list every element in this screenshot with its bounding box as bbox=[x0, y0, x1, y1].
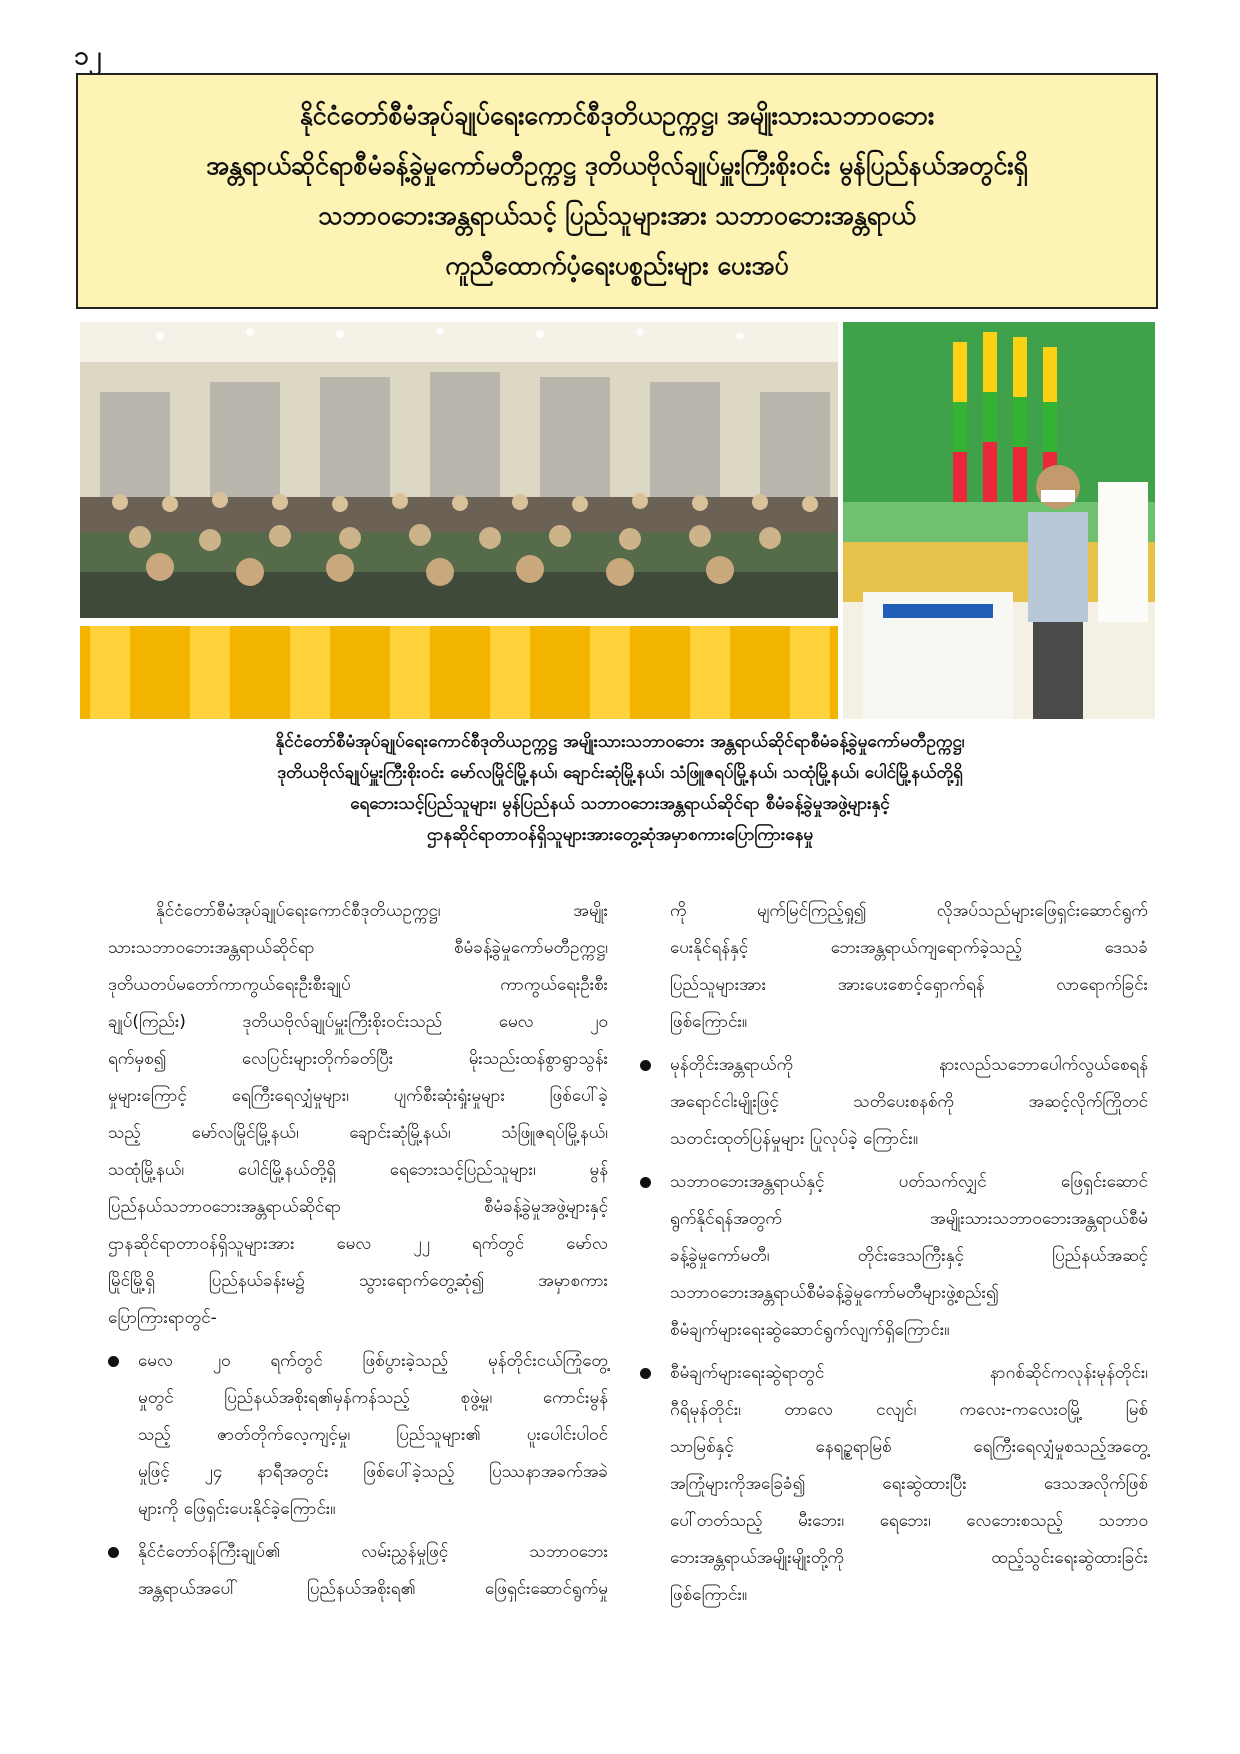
bullet-text-line: ရွက်နိုင်ရန်အတွက် အမျိုးသားသဘာဝဘေးအန္တရာယ်စီမံ bbox=[670, 1209, 1148, 1229]
bullet-text-line: ဂီရိမုန်တိုင်း၊ တာလေ ငလျင်၊ ကလေး-ကလေးဝမြို့ မြစ် bbox=[670, 1400, 1148, 1420]
bullet-item bbox=[108, 1534, 608, 1608]
body-text-line: ပေးနိုင်ရန်နှင့် ဘေးအန္တရာယ်ကျရောက်ခဲ့သည့် ဒေသခံ bbox=[670, 938, 1148, 958]
article-title-line: နိုင်ငံတော်စီမံအုပ်ချုပ်ရေးကောင်စီဒုတိယဥက္ကဋ္ဌ၊ အမျိုးသားသဘာဝဘေး bbox=[299, 101, 935, 130]
audience-hall-photo bbox=[80, 322, 838, 719]
speaker-podium-photo bbox=[843, 322, 1155, 719]
right-column bbox=[640, 893, 1148, 1614]
body-text-line: ပြည်နယ်သဘာဝဘေးအန္တရာယ်ဆိုင်ရာ စီမံခန့်ခွဲမှုအဖွဲ့များနှင့် bbox=[108, 1197, 608, 1217]
bullet-text-line: ပေါ်တတ်သည့် မီးဘေး၊ ရေဘေး၊ လေဘေးစသည့် သဘာဝ bbox=[670, 1511, 1148, 1531]
body-text-line: မှုများကြောင့် ရေကြီးရေလျှံမှုများ၊ ပျက်စီးဆုံးရှုံးမှုများ ဖြစ်ပေါ်ခဲ့ bbox=[108, 1086, 608, 1106]
continuation-block bbox=[640, 893, 1148, 1041]
bullet-text-line: သဘာဝဘေးအန္တရာယ်နှင့် ပတ်သက်လျှင် ဖြေရှင်းဆောင် bbox=[670, 1172, 1148, 1192]
bullet-text-line: ဘေးအန္တရာယ်အမျိုးမျိုးတို့ကို ထည့်သွင်းရေးဆွဲထားခြင်း bbox=[670, 1548, 1148, 1568]
bullet-text-line: စီမံချက်များရေးဆွဲရာတွင် နာဂစ်ဆိုင်ကလုန်းမုန်တိုင်း၊ bbox=[670, 1363, 1148, 1383]
body-text-line: မြိုင်မြို့ရှိ ပြည်နယ်ခန်းမ၌ သွားရောက်တွေ့ဆုံ၍ အမှာစကား bbox=[108, 1271, 608, 1291]
bullet-dot-icon bbox=[640, 1177, 651, 1188]
bullet-text-line: နိုင်ငံတော်ဝန်ကြီးချုပ်၏ လမ်းညွှန်မှုဖြင့် သဘာဝဘေး bbox=[138, 1542, 608, 1562]
page-number: ၁၂ bbox=[74, 41, 102, 71]
left-column bbox=[108, 893, 608, 1608]
bullet-text-line: အကြုံများကိုအခြေခံ၍ ရေးဆွဲထားပြီး ဒေသအလိုက်ဖြစ် bbox=[670, 1474, 1148, 1494]
body-text-line: ဒုတိယတပ်မတော်ကာကွယ်ရေးဦးစီးချုပ် ကာကွယ်ရေးဦးစီး bbox=[108, 975, 608, 995]
bullet-text-line: ခန့်ခွဲမှုကော်မတီ၊ တိုင်းဒေသကြီးနှင့် ပြည်နယ်အဆင့် bbox=[670, 1246, 1148, 1266]
bullet-item bbox=[640, 1355, 1148, 1614]
bullet-dot-icon bbox=[108, 1547, 119, 1558]
body-text-line: ပြည်သူများအား အားပေးစောင့်ရှောက်ရန် လာရောက်ခြင်း bbox=[670, 975, 1148, 995]
bullet-text-line: အန္တရာယ်အပေါ် ပြည်နယ်အစိုးရ၏ ဖြေရှင်းဆောင်ရွက်မှု bbox=[138, 1579, 608, 1599]
body-text-line: ချုပ်(ကြည်း) ဒုတိယဗိုလ်ချုပ်မှူးကြီးစိုးဝင်းသည် မေလ ၂၀ bbox=[108, 1012, 608, 1032]
body-text-line: ပြောကြားရာတွင်- bbox=[108, 1308, 217, 1328]
bullet-item bbox=[640, 1047, 1148, 1158]
bullet-dot-icon bbox=[640, 1060, 651, 1071]
bullet-item bbox=[640, 1164, 1148, 1349]
bullet-text-line: စီမံချက်များရေးဆွဲဆောင်ရွက်လျက်ရှိကြောင်း။ bbox=[670, 1320, 950, 1340]
body-text-line: ရက်မှစ၍ လေပြင်းများတိုက်ခတ်ပြီး မိုးသည်းထန်စွာရွာသွန်း bbox=[108, 1049, 608, 1069]
bullet-text-line: မေလ ၂၀ ရက်တွင် ဖြစ်ပွားခဲ့သည့် မုန်တိုင်းငယ်ကြုံတွေ့ bbox=[138, 1351, 608, 1371]
photo-caption-line: ရေဘေးသင့်ပြည်သူများ၊ မွန်ပြည်နယ် သဘာဝဘေးအန္တရာယ်ဆိုင်ရာ စီမံခန့်ခွဲမှုအဖွဲ့များနှင့် bbox=[350, 794, 890, 814]
bullet-text-line: သည့် ဇာတ်တိုက်လေ့ကျင့်မှု၊ ပြည်သူများ၏ ပူးပေါင်းပါဝင် bbox=[138, 1425, 608, 1445]
bullet-text-line: များကို ဖြေရှင်းပေးနိုင်ခဲ့ကြောင်း။ bbox=[138, 1499, 336, 1519]
body-text-line: သထုံမြို့နယ်၊ ပေါင်မြို့နယ်တို့ရှိ ရေဘေးသင့်ပြည်သူများ၊ မွန် bbox=[108, 1160, 608, 1180]
bullet-text-line: မုန်တိုင်းအန္တရာယ်ကို နားလည်သဘောပေါက်လွယ်စေရန် bbox=[670, 1055, 1148, 1075]
body-text-line: ဌာနဆိုင်ရာတာဝန်ရှိသူများအား မေလ ၂၂ ရက်တွင် မော်လ bbox=[108, 1234, 608, 1254]
body-text-line: သည့် မော်လမြိုင်မြို့နယ်၊ ချောင်းဆုံမြို့နယ်၊ သံဖြူဇရပ်မြို့နယ်၊ bbox=[108, 1123, 608, 1143]
photo-caption-line: ဒုတိယဗိုလ်ချုပ်မှူးကြီးစိုးဝင်း မော်လမြိုင်မြို့နယ်၊ ချောင်းဆုံမြို့နယ်၊ သံဖြူဇရပ်မြို့နယ်၊ သထုံမြို့နယ်၊ ပေါင်မြို့နယ်တို့ရှိ bbox=[277, 763, 963, 783]
photo-caption-line: နိုင်ငံတော်စီမံအုပ်ချုပ်ရေးကောင်စီဒုတိယဥက္ကဋ္ဌ အမျိုးသားသဘာဝဘေး အန္တရာယ်ဆိုင်ရာစီမံခန့်ခွဲမှုကော်မတီဥက္ကဋ္ဌ၊ bbox=[275, 732, 965, 752]
bullet-text-line: ဖြစ်ကြောင်း။ bbox=[670, 1585, 748, 1605]
bullet-item bbox=[108, 1343, 608, 1528]
bullet-dot-icon bbox=[108, 1356, 119, 1367]
bullet-text-line: သတင်းထုတ်ပြန်မှုများ ပြုလုပ်ခဲ့ ကြောင်း။ bbox=[670, 1129, 918, 1149]
bullet-text-line: အရောင်ငါးမျိုးဖြင့် သတိပေးစနစ်ကို အဆင့်လိုက်ကြိုတင် bbox=[670, 1092, 1148, 1112]
bullet-dot-icon bbox=[640, 1368, 651, 1379]
body-text-line: သားသဘာဝဘေးအန္တရာယ်ဆိုင်ရာ စီမံခန့်ခွဲမှုကော်မတီဥက္ကဋ္ဌ၊ bbox=[108, 938, 608, 958]
body-text-line: ကို မျက်မြင်ကြည့်ရှု၍ လိုအပ်သည်များဖြေရှင်းဆောင်ရွက် bbox=[670, 901, 1148, 921]
article-title-line: သဘာဝဘေးအန္တရာယ်သင့် ပြည်သူများအား သဘာဝဘေးအန္တရာယ် bbox=[318, 201, 916, 230]
photo-caption-line: ဌာနဆိုင်ရာတာဝန်ရှိသူများအားတွေ့ဆုံအမှာစကားပြောကြားနေမှု bbox=[426, 825, 814, 845]
photo-caption bbox=[90, 727, 1150, 851]
body-text-line: ဖြစ်ကြောင်း။ bbox=[670, 1012, 748, 1032]
article-title-line: အန္တရာယ်ဆိုင်ရာစီမံခန့်ခွဲမှုကော်မတီဥက္ကဋ္ဌ ဒုတိယဗိုလ်ချုပ်မှူးကြီးစိုးဝင်း မွန်ပြည်နယ်အတွင်းရှိ bbox=[206, 151, 1028, 180]
bullet-text-line: မှုဖြင့် ၂၄ နာရီအတွင်း ဖြစ်ပေါ်ခဲ့သည့် ပြဿနာအခက်အခဲ bbox=[138, 1462, 608, 1482]
bullet-text-line: မှုတွင် ပြည်နယ်အစိုးရ၏မှန်ကန်သည့် စုဖွဲ့မှု၊ ကောင်းမွန် bbox=[138, 1388, 608, 1408]
article-title-box bbox=[76, 73, 1158, 309]
bullet-text-line: သဘာဝဘေးအန္တရာယ်စီမံခန့်ခွဲမှုကော်မတီများဖွဲ့စည်း၍ bbox=[670, 1283, 999, 1303]
body-text-line: နိုင်ငံတော်စီမံအုပ်ချုပ်ရေးကောင်စီဒုတိယဥက္ကဋ္ဌ၊ အမျိုး bbox=[156, 901, 608, 921]
bullet-text-line: သာမြစ်နှင့် နေရဥ္စရာမြစ် ရေကြီးရေလျှံမှုစသည့်အတွေ့ bbox=[670, 1437, 1148, 1457]
article-title-line: ကူညီထောက်ပံ့ရေးပစ္စည်းများ ပေးအပ် bbox=[445, 251, 789, 280]
